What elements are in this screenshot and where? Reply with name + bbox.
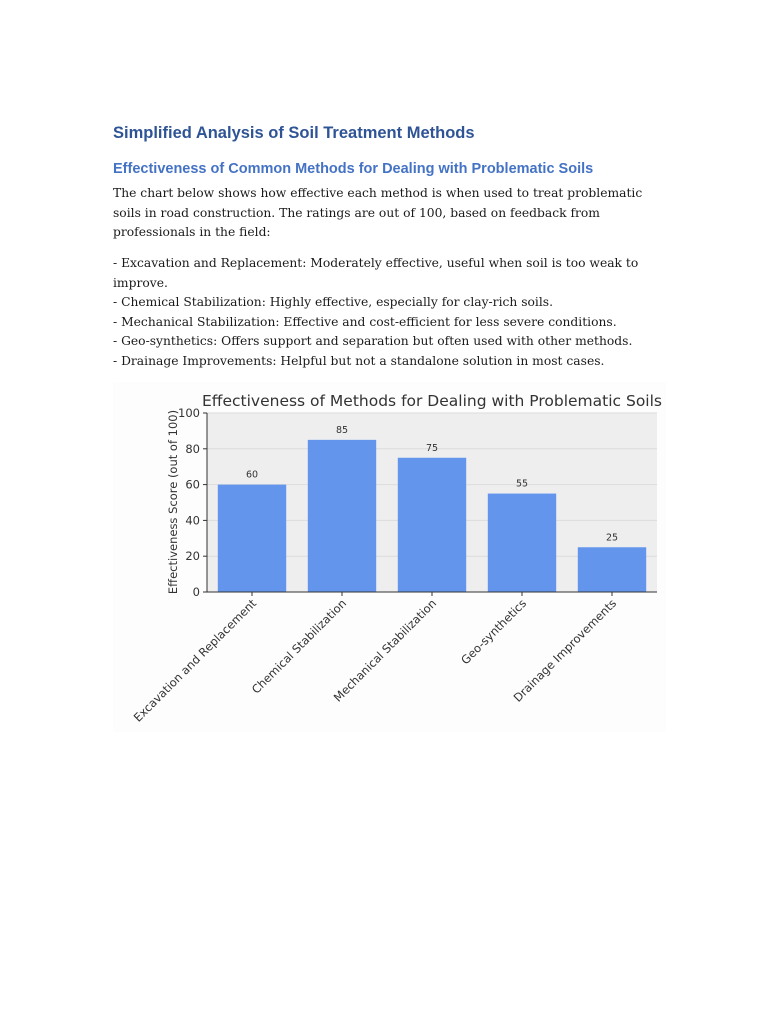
list-item: - Drainage Improvements: Helpful but not a standalone solution in most cases. <box>113 353 605 368</box>
intro-paragraph: The chart below shows how effective each method is when used to treat problematic soils in road construction. The ratings are out of 100, based on feedback from professionals in the field: <box>113 186 643 239</box>
bar <box>398 458 466 592</box>
bar <box>488 494 556 592</box>
bar-value-label: 75 <box>425 442 439 454</box>
list-item: - Mechanical Stabilization: Effective and cost-efficient for less severe conditions. <box>113 314 617 329</box>
y-tick-label: 100 <box>178 406 200 420</box>
bar-value-label: 60 <box>245 469 259 481</box>
chart-title: Effectiveness of Methods for Dealing with Problematic Soils <box>202 392 662 410</box>
x-tick-label: Geo-synthetics <box>458 596 530 668</box>
list-item: - Geo-synthetics: Offers support and separation but often used with other methods. <box>113 334 633 348</box>
x-tick-label: Mechanical Stabilization <box>330 596 440 705</box>
y-tick-label: 80 <box>185 441 200 456</box>
y-tick-label: 40 <box>185 513 200 528</box>
x-tick-label: Drainage Improvements <box>510 596 620 705</box>
x-axis-ticks <box>131 592 619 725</box>
bar-chart <box>113 382 666 732</box>
document-title: Simplified Analysis of Soil Treatment Methods <box>113 124 475 142</box>
method-list <box>113 254 653 371</box>
bar-value-label: 85 <box>335 424 349 436</box>
list-item: - Excavation and Replacement: Moderately effective, useful when soil is too weak to improve. <box>113 256 639 290</box>
bar <box>578 547 646 592</box>
bar-value-label: 25 <box>605 532 619 544</box>
x-tick-label: Excavation and Replacement <box>130 596 260 725</box>
y-axis-label: Effectiveness Score (out of 100) <box>166 409 180 595</box>
chart-container <box>113 382 666 732</box>
y-tick-label: 20 <box>185 549 200 564</box>
document-subtitle: Effectiveness of Common Methods for Dealing with Problematic Soils <box>113 161 594 177</box>
list-item: - Chemical Stabilization: Highly effective, especially for clay-rich soils. <box>113 295 554 309</box>
x-tick-label: Chemical Stabilization <box>248 596 350 697</box>
bar <box>218 485 286 592</box>
bar <box>308 440 376 592</box>
y-tick-label: 60 <box>185 477 200 492</box>
y-tick-label: 0 <box>192 585 200 599</box>
y-axis-ticks <box>178 406 207 599</box>
bar-value-label: 55 <box>515 478 529 490</box>
